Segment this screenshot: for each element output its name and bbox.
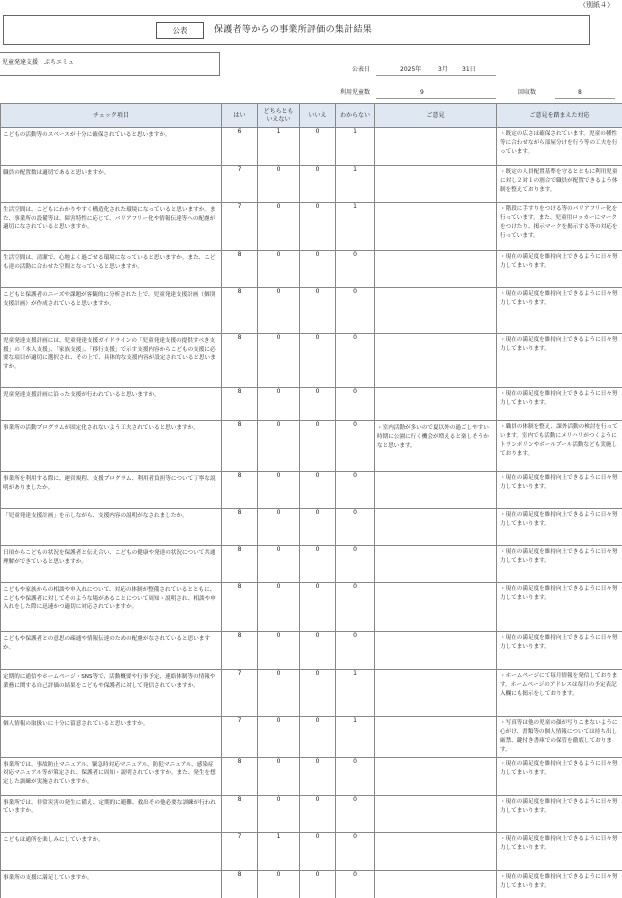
table-row (1, 388, 622, 421)
opinion-cell (375, 870, 497, 898)
unknown-count: 1 (336, 166, 375, 203)
opinion-cell (375, 632, 497, 670)
neither-count: 0 (258, 583, 300, 632)
no-count: 0 (300, 832, 336, 870)
unknown-count: 0 (336, 472, 375, 509)
opinion-cell (375, 334, 497, 388)
question-cell: こどもや保護者との意思の疎通や情報伝達のための配慮がなされていると思いますか。 (1, 632, 222, 670)
no-count: 0 (300, 166, 336, 203)
table-row (1, 251, 622, 288)
question-cell: 事業所では、非常災害の発生に備え、定期的に避難、救出その他必要な訓練が行われていますか。 (1, 795, 222, 832)
neither-count: 0 (258, 251, 300, 288)
unknown-count: 0 (336, 288, 375, 334)
unknown-count: 0 (336, 583, 375, 632)
response-cell: ・現在の満足度を維持向上できるように日々努力してまいります。 (497, 632, 622, 670)
no-count: 0 (300, 509, 336, 546)
table-row (1, 546, 622, 583)
table-row (1, 128, 622, 166)
neither-count: 0 (258, 203, 300, 251)
form-number: （別紙４） (579, 1, 614, 9)
header-yes: はい (222, 104, 258, 128)
question-cell: 事業所の活動プログラムが固定化されないよう工夫されていると思いますか。 (1, 421, 222, 472)
question-cell: 事業所では、事故防止マニュアル、緊急時対応マニュアル、防犯マニュアル、感染症対応マニュアル等が策定され、保護者に周知・説明されていますか。また、発生を想定した訓練が実施されていますか。 (1, 757, 222, 795)
question-cell: こどもの活動等のスペースが十分に確保されていると思いますか。 (1, 128, 222, 166)
neither-count: 1 (258, 832, 300, 870)
neither-count: 0 (258, 795, 300, 832)
question-cell: こどもと保護者のニーズや課題が客観的に分析された上で、児童発達支援計画（個別支援計画）が作成されていると思いますか。 (1, 288, 222, 334)
opinion-cell (375, 509, 497, 546)
table-row (1, 472, 622, 509)
publish-tag: 公表 (156, 22, 204, 39)
table-row (1, 632, 622, 670)
yes-count: 7 (222, 670, 258, 717)
response-cell: ・現在の満足度を維持向上できるように日々努力してまいります。 (497, 832, 622, 870)
yes-count: 8 (222, 472, 258, 509)
opinion-cell: ・室内活動が多いので夏以外の過ごしやすい時期に公園に行く機会が増えると楽しそうかなと思います。 (375, 421, 497, 472)
header-neither: どちらとも いえない (258, 104, 300, 128)
response-cell: ・現在の満足度を維持向上できるように日々努力してまいります。 (497, 388, 622, 421)
response-cell: ・現在の満足度を維持向上できるように日々努力してまいります。 (497, 334, 622, 388)
question-cell: 個人情報の取扱いに十分に留意されていると思いますか。 (1, 717, 222, 758)
response-cell: ・現在の満足度を維持向上できるように日々努力してまいります。 (497, 509, 622, 546)
response-cell: ・既定の人員配置基準を守るとともに利用児童に対し２対１の割合で職員が配置できるよう体制を整えております。 (497, 166, 622, 203)
header-response: ご意見を踏まえた対応 (497, 104, 622, 128)
evaluation-table (0, 103, 622, 898)
question-cell: 児童発達支援計画に沿った支援が行われていると思いますか。 (1, 388, 222, 421)
responses-value: 8 (578, 89, 582, 96)
response-cell: ・現在の満足度を維持向上できるように日々努力してまいります。 (497, 583, 622, 632)
opinion-cell (375, 251, 497, 288)
no-count: 0 (300, 472, 336, 509)
no-count: 0 (300, 421, 336, 472)
no-count: 0 (300, 717, 336, 758)
table-row (1, 288, 622, 334)
unknown-count: 0 (336, 832, 375, 870)
no-count: 0 (300, 388, 336, 421)
header-no: いいえ (300, 104, 336, 128)
yes-count: 8 (222, 546, 258, 583)
table-row (1, 832, 622, 870)
unknown-count: 0 (336, 757, 375, 795)
neither-count: 0 (258, 472, 300, 509)
users-label: 利用児童数 (340, 89, 371, 96)
unknown-count: 0 (336, 388, 375, 421)
header-item: チェック項目 (1, 104, 222, 128)
yes-count: 8 (222, 795, 258, 832)
question-cell: 事業所の支援に満足していますか。 (1, 870, 222, 898)
question-cell: 生活空間は、こどもにわかりやすく構造化された環境になっていると思いますか。また、事業所の設備等は、障害特性に応じて、バリアフリー化や情報伝達等への配慮が適切になされていると思いますか。 (1, 203, 222, 251)
yes-count: 8 (222, 583, 258, 632)
title-box (3, 15, 590, 45)
yes-count: 8 (222, 509, 258, 546)
neither-count: 0 (258, 334, 300, 388)
response-cell: ・現在の満足度を維持向上できるように日々努力してまいります。 (497, 546, 622, 583)
opinion-cell (375, 757, 497, 795)
opinion-cell (375, 670, 497, 717)
table-row (1, 334, 622, 388)
table-row (1, 421, 622, 472)
responses-underline (555, 98, 615, 99)
opinion-cell (375, 832, 497, 870)
question-cell: 定期的に通信やホームページ・SNS等で、活動概要や行事予定、連絡体制等の情報や業務に関する自己評価の結果をこどもや保護者に対して発信されていますか。 (1, 670, 222, 717)
unknown-count: 1 (336, 203, 375, 251)
neither-count: 0 (258, 870, 300, 898)
no-count: 0 (300, 334, 336, 388)
question-cell: 「児童発達支援計画」を示しながら、支援内容の説明がなされましたか。 (1, 509, 222, 546)
question-cell: 児童発達支援計画には、児童発達支援ガイドラインの「児童発達支援の提供すべき支援」の「本人支援」、「家族支援」、「移行支援」で示す支援内容からこどもの支援に必要な項目が適切に選択され、その上で、具体的な支援内容が設定されていると思いますか。 (1, 334, 222, 388)
neither-count: 0 (258, 421, 300, 472)
neither-count: 0 (258, 670, 300, 717)
response-cell: ・現在の満足度を維持向上できるように日々努力してまいります。 (497, 288, 622, 334)
no-count: 0 (300, 546, 336, 583)
response-cell: ・既定の広さは確保されています。児童の種性等に合わせながら部屋分けを行う等の工夫を行っています。 (497, 128, 622, 166)
yes-count: 6 (222, 128, 258, 166)
table-row (1, 166, 622, 203)
opinion-cell (375, 583, 497, 632)
header-opinion: ご意見 (375, 104, 497, 128)
unknown-count: 0 (336, 546, 375, 583)
table-row (1, 583, 622, 632)
response-cell: ・現在の満足度を維持向上できるように日々努力してまいります。 (497, 870, 622, 898)
unknown-count: 0 (336, 509, 375, 546)
unknown-count: 0 (336, 251, 375, 288)
published-underline (376, 75, 496, 76)
yes-count: 8 (222, 251, 258, 288)
table-row (1, 870, 622, 898)
unknown-count: 0 (336, 632, 375, 670)
question-cell: 事業所を利用する際に、運営規程、支援プログラム、利用者負担等について丁寧な説明がありましたか。 (1, 472, 222, 509)
table-row (1, 203, 622, 251)
users-value: 9 (420, 89, 424, 96)
table-row (1, 717, 622, 758)
yes-count: 8 (222, 757, 258, 795)
unknown-count: 0 (336, 795, 375, 832)
published-month: 3月 (438, 66, 448, 73)
yes-count: 7 (222, 717, 258, 758)
no-count: 0 (300, 128, 336, 166)
opinion-cell (375, 128, 497, 166)
no-count: 0 (300, 632, 336, 670)
unknown-count: 0 (336, 870, 375, 898)
neither-count: 0 (258, 757, 300, 795)
opinion-cell (375, 795, 497, 832)
page-title: 保護者等からの事業所評価の集計結果 (214, 25, 373, 35)
no-count: 0 (300, 203, 336, 251)
opinion-cell (375, 166, 497, 203)
question-cell: こどもは通所を楽しみにしていますか。 (1, 832, 222, 870)
no-count: 0 (300, 795, 336, 832)
question-cell: 職員の配置数は適切であると思いますか。 (1, 166, 222, 203)
no-count: 0 (300, 583, 336, 632)
response-cell: ・職員の体制を整え、課外活動の検討を行っています。室内でも活動にメリハリがつくようにトランポリンやボールプール活動なども実施しております。 (497, 421, 622, 472)
question-cell: 日頃からこどもの状況を保護者と伝え合い、こどもの健康や発達の状況について共通理解ができていると思いますか。 (1, 546, 222, 583)
unknown-count: 0 (336, 421, 375, 472)
neither-count: 0 (258, 546, 300, 583)
unknown-count: 1 (336, 670, 375, 717)
question-cell: 生活空間は、清潔で、心地よく過ごせる環境になっていると思いますか。また、こども達の活動に合わせた空間となっていると思いますか。 (1, 251, 222, 288)
unknown-count: 0 (336, 334, 375, 388)
neither-count: 0 (258, 509, 300, 546)
neither-count: 0 (258, 166, 300, 203)
neither-count: 1 (258, 128, 300, 166)
table-row (1, 670, 622, 717)
no-count: 0 (300, 670, 336, 717)
no-count: 0 (300, 288, 336, 334)
table-row (1, 509, 622, 546)
yes-count: 8 (222, 388, 258, 421)
facility-name: 児童発達支援 ぷちエミュ (0, 52, 220, 76)
opinion-cell (375, 546, 497, 583)
opinion-cell (375, 388, 497, 421)
yes-count: 7 (222, 832, 258, 870)
published-day: 31日 (462, 66, 476, 73)
no-count: 0 (300, 870, 336, 898)
response-cell: ・階段に手すりをつける等のバリアフリー化を行っています。また、児童用ロッカーにマークをつけたり、掲示マークを掲示する等の対応を行っています。 (497, 203, 622, 251)
response-cell: ・現在の満足度を維持向上できるように日々努力してまいります。 (497, 757, 622, 795)
response-cell: ・ホームページにて毎月情報を発信しております。ホームページのアドレスは毎月の予定表記入欄にも掲示をしております。 (497, 670, 622, 717)
neither-count: 0 (258, 717, 300, 758)
published-label: 公表日 (352, 66, 371, 73)
opinion-cell (375, 203, 497, 251)
yes-count: 7 (222, 203, 258, 251)
yes-count: 8 (222, 421, 258, 472)
response-cell: ・写真等は他の児童の顔が写りこまないように心がけ、書類等の個人情報については持ち出し厳禁、鍵付き書庫での保管を徹底しております。 (497, 717, 622, 758)
yes-count: 8 (222, 632, 258, 670)
opinion-cell (375, 288, 497, 334)
table-row (1, 757, 622, 795)
opinion-cell (375, 717, 497, 758)
responses-label: 回収数 (518, 89, 537, 96)
users-underline (376, 98, 496, 99)
response-cell: ・現在の満足度を維持向上できるように日々努力してまいります。 (497, 795, 622, 832)
no-count: 0 (300, 251, 336, 288)
yes-count: 8 (222, 288, 258, 334)
table-header-row (1, 104, 622, 128)
neither-count: 0 (258, 388, 300, 421)
header-unknown: わからない (336, 104, 375, 128)
published-year: 2025年 (400, 66, 422, 73)
yes-count: 8 (222, 334, 258, 388)
yes-count: 8 (222, 870, 258, 898)
no-count: 0 (300, 757, 336, 795)
response-cell: ・現在の満足度を維持向上できるように日々努力してまいります。 (497, 251, 622, 288)
table-row (1, 795, 622, 832)
question-cell: こどもや家族からの相談や申入れについて、対応の体制が整備されているとともに、こどもや保護者に対してそのような場があることについて周知・説明され、相談や申入れをした際に迅速かつ適切に対応されていますか。 (1, 583, 222, 632)
yes-count: 7 (222, 166, 258, 203)
unknown-count: 1 (336, 717, 375, 758)
opinion-cell (375, 472, 497, 509)
unknown-count: 1 (336, 128, 375, 166)
neither-count: 0 (258, 288, 300, 334)
neither-count: 0 (258, 632, 300, 670)
response-cell: ・現在の満足度を維持向上できるように日々努力してまいります。 (497, 472, 622, 509)
